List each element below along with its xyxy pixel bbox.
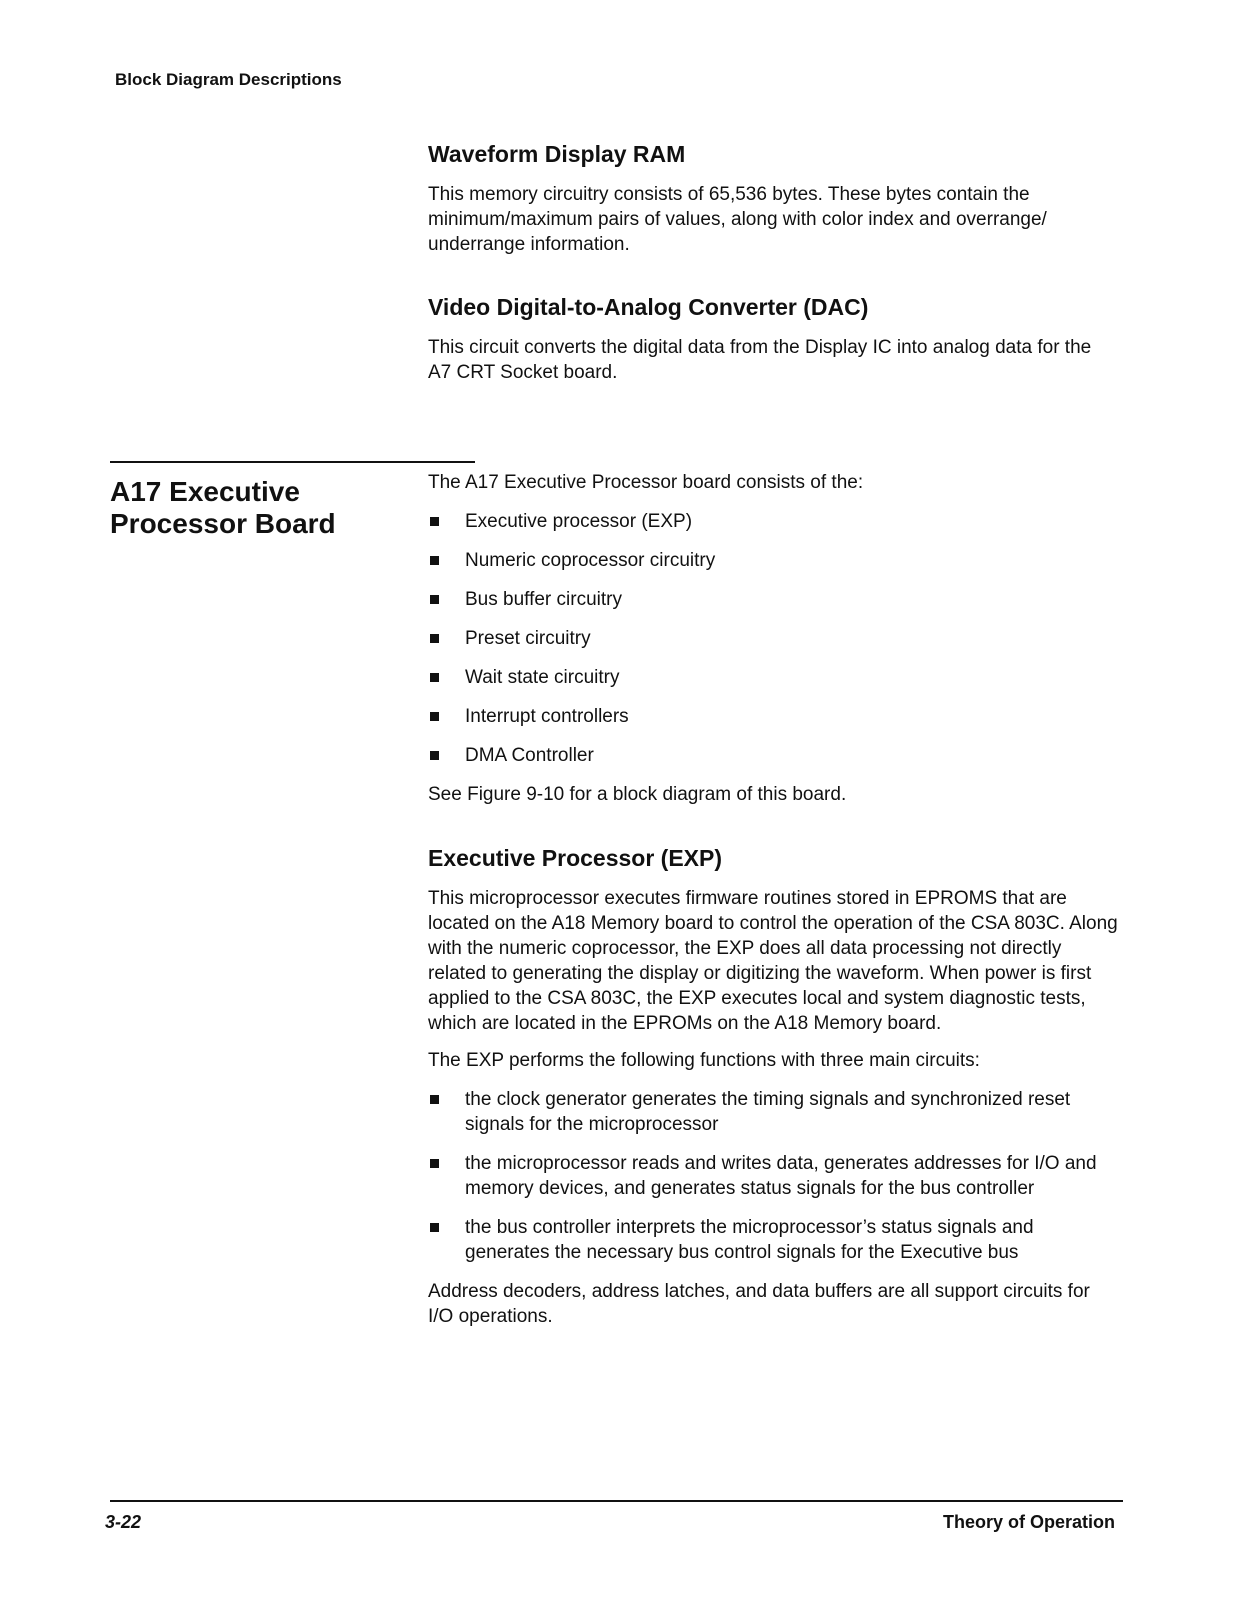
section-exp: [428, 844, 1118, 1341]
section-title-line1: A17 Executive: [110, 476, 300, 507]
para-exp-2: The EXP performs the following functions with three main circuits:: [428, 1050, 980, 1071]
section-title-line2: Processor Board: [110, 508, 336, 539]
para-waveform-ram: This memory circuitry consists of 65,536 bytes. These bytes contain the minimum/maximum pairs of values, along with color index and overrange/ underrange information.: [428, 184, 1047, 255]
bullet-square-icon: [430, 517, 439, 526]
a17-component-list: [428, 509, 1118, 768]
list-item: the microprocessor reads and writes data, generates addresses for I/O and memory devices, and generates status signals for the bus controller: [428, 1151, 1118, 1201]
page-number: 3-22: [105, 1512, 142, 1532]
heading-video-dac: Video Digital-to-Analog Converter (DAC): [428, 294, 869, 320]
list-item: the bus controller interprets the microprocessor’s status signals and generates the necessary bus control signals for the Executive bus: [428, 1215, 1118, 1265]
section-title-a17: [110, 476, 336, 540]
list-item: Bus buffer circuitry: [428, 587, 1118, 612]
bullet-square-icon: [430, 1095, 439, 1104]
bullet-square-icon: [430, 595, 439, 604]
bullet-square-icon: [430, 1223, 439, 1232]
para-exp-3: Address decoders, address latches, and data buffers are all support circuits for I/O operations.: [428, 1281, 1090, 1327]
running-header: Block Diagram Descriptions: [115, 70, 342, 89]
list-item: Preset circuitry: [428, 626, 1118, 651]
heading-exp: Executive Processor (EXP): [428, 845, 723, 871]
bullet-square-icon: [430, 712, 439, 721]
bullet-square-icon: [430, 673, 439, 682]
section-divider: [110, 461, 475, 463]
section-waveform-ram: [428, 140, 1118, 269]
para-video-dac: This circuit converts the digital data from the Display IC into analog data for the A7 CRT Socket board.: [428, 337, 1092, 383]
footer-section-title: Theory of Operation: [942, 1512, 1115, 1532]
list-item: Interrupt controllers: [428, 704, 1118, 729]
list-item: DMA Controller: [428, 743, 1118, 768]
bullet-square-icon: [430, 1159, 439, 1168]
section-video-dac: [428, 293, 1118, 397]
bullet-square-icon: [430, 556, 439, 565]
bullet-square-icon: [430, 751, 439, 760]
heading-waveform-ram: Waveform Display RAM: [428, 141, 686, 167]
list-item: the clock generator generates the timing signals and synchronized reset signals for the microprocessor: [428, 1087, 1118, 1137]
list-item: Numeric coprocessor circuitry: [428, 548, 1118, 573]
footer-rule: [110, 1500, 1123, 1502]
section-a17-body: [428, 470, 1118, 819]
para-exp-1: This microprocessor executes firmware routines stored in EPROMS that are located on the A18 Memory board to control the operation of the CSA 803C. Along with the numeric coprocessor, the EXP does all data processing not directly related to generating the display or digitizing the waveform. When power is first applied to the CSA 803C, the EXP executes local and system diagnostic tests, which are located in the EPROMs on the A18 Memory board.: [428, 888, 1118, 1034]
para-a17-intro: The A17 Executive Processor board consists of the:: [428, 472, 864, 493]
bullet-square-icon: [430, 634, 439, 643]
exp-circuit-list: [428, 1087, 1118, 1265]
list-item: Executive processor (EXP): [428, 509, 1118, 534]
list-item: Wait state circuitry: [428, 665, 1118, 690]
para-see-figure: See Figure 9-10 for a block diagram of this board.: [428, 784, 847, 805]
